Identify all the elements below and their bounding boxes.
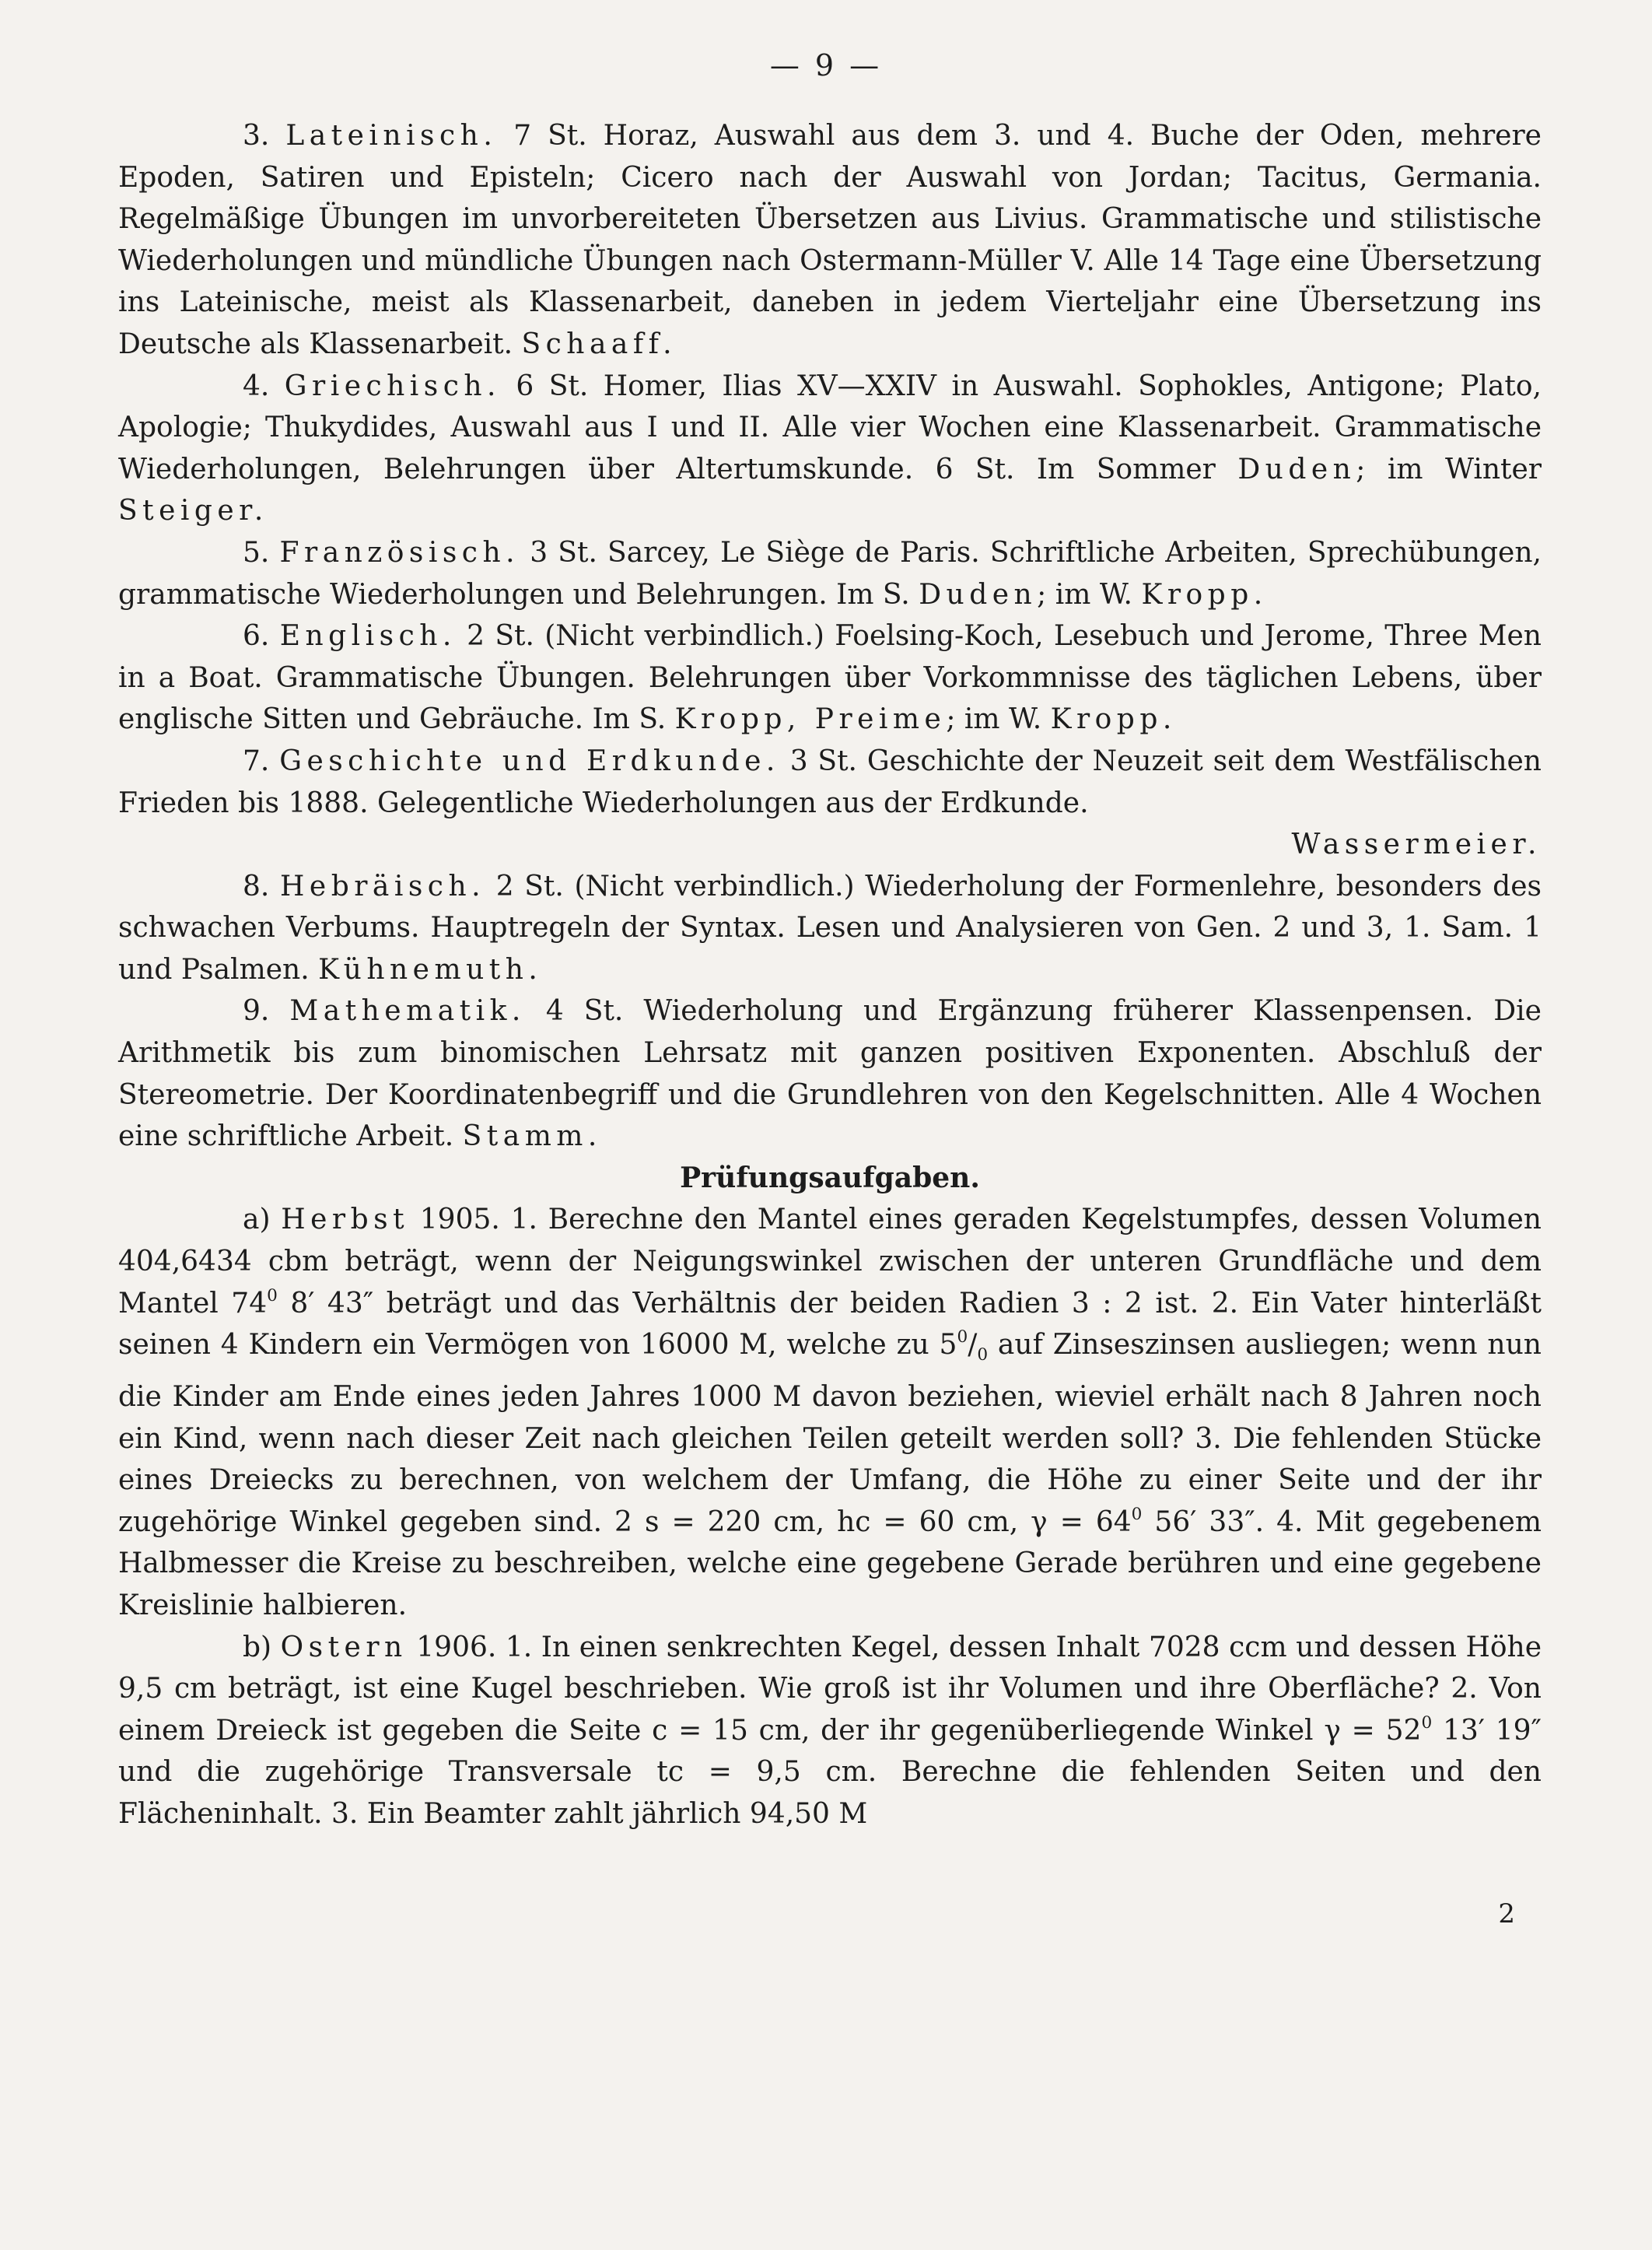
exam-autumn-1905 <box>118 1199 1542 1626</box>
subject-number: 4. <box>243 370 270 402</box>
subject-text: ; im Winter <box>1356 453 1542 485</box>
subject-name: Lateinisch. <box>285 120 498 152</box>
exam-label: a) <box>243 1204 271 1236</box>
subject-hebrew <box>118 866 1542 991</box>
subject-text: ; im W. <box>1037 578 1132 611</box>
exam-year: 1906. <box>416 1631 497 1663</box>
superscript: 0 <box>957 1327 968 1348</box>
teacher-name: Kühnemuth. <box>318 953 543 986</box>
subject-text: 3 St. Geschichte der Neuzeit seit dem Westfälischen Frieden bis 1888. Gelegentliche Wiederholungen aus der Erdkunde. <box>118 745 1542 819</box>
exam-text: / <box>968 1329 978 1362</box>
subject-name: Geschichte und Erdkunde. <box>279 745 780 777</box>
exam-text: auf Zinseszinsen ausliegen; wenn nun die Kinder am Ende eines jeden Jahres 1000 M davon beziehen, wieviel erhält nach 8 Jahren noch ein Kind, wenn nach dieser Zeit nach gleichen Teilen geteilt werden soll? 3. Die fehlenden Stücke eines Dreiecks zu berechnen, von welchem der Umfang, die Höhe zu einer Seite und der ihr zugehörige Winkel gegeben sind. 2 s = 220 cm, hc = 60 cm, γ = 64 <box>118 1329 1542 1538</box>
teacher-name: Wassermeier. <box>1291 829 1542 861</box>
teacher-name: Kropp. <box>1050 703 1177 736</box>
subject-number: 9. <box>243 995 270 1028</box>
subject-name: Griechisch. <box>284 370 501 402</box>
subject-french <box>118 532 1542 615</box>
subject-number: 7. <box>243 745 270 777</box>
subject-text: 7 St. Horaz, Auswahl aus dem 3. und 4. Buche der Oden, mehrere Epoden, Satiren und Episteln; Cicero nach der Auswahl von Jordan; Tacitus, Germania. Regelmäßige Übungen im unvorbereiteten Übersetzen aus Livius. Grammatische und stilistische Wiederholungen und mündliche Übungen nach Ostermann-Müller V. Alle 14 Tage eine Übersetzung ins Lateinische, meist als Klassenarbeit, daneben in jedem Vierteljahr eine Übersetzung ins Deutsche als Klassenarbeit. <box>118 120 1542 360</box>
subject-text: 4 St. Wiederholung und Ergänzung früherer Klassenpensen. Die Arithmetik bis zum binomischen Lehrsatz mit ganzen positiven Exponenten. Abschluß der Stereometrie. Der Koordinatenbegriff und die Grundlehren von den Kegelschnitten. Alle 4 Wochen eine schriftliche Arbeit. <box>118 995 1542 1153</box>
subject-name: Englisch. <box>279 620 457 653</box>
subject-name: Hebräisch. <box>280 870 486 902</box>
subject-text: 6 St. Homer, Ilias XV—XXIV in Auswahl. Sophokles, Antigone; Plato, Apologie; Thukydides, Auswahl aus I und II. Alle vier Wochen eine Klassenarbeit. Grammatische Wiederholungen, Belehrungen über Altertumskunde. 6 St. Im Sommer <box>118 370 1542 485</box>
page-number: — 9 — <box>769 48 883 82</box>
exam-text: 56′ 33″. 4. Mit gegebenem Halbmesser die Kreise zu beschreiben, welche eine gegebene Gerade berühren und eine gegebene Kreislinie halbieren. <box>118 1505 1542 1621</box>
exam-year: 1905. <box>419 1204 500 1236</box>
exam-text: 1. Berechne den Mantel eines geraden Kegelstumpfes, dessen Volumen 404,6434 cbm beträgt, wenn der Neigungswinkel zwischen der unteren Grundfläche und dem Mantel 74 <box>118 1204 1542 1320</box>
subject-name: Französisch. <box>279 536 520 569</box>
teacher-name: Kropp. <box>1141 578 1268 611</box>
exam-text: 13′ 19″ und die zugehörige Transversale tc = 9,5 cm. Berechne die fehlenden Seiten und den Flächeninhalt. 3. Ein Beamter zahlt jährlich 94,50 M <box>118 1714 1542 1830</box>
exam-term: Ostern <box>280 1631 408 1663</box>
teacher-name: Schaaff. <box>521 328 677 360</box>
superscript: 0 <box>1421 1712 1433 1733</box>
teacher-name: Duden <box>1237 453 1356 485</box>
subject-text: 2 St. (Nicht verbindlich.) Wiederholung der Formenlehre, besonders des schwachen Verbums. Hauptregeln der Syntax. Lesen und Analysieren von Gen. 2 und 3, 1. Sam. 1 und Psalmen. <box>118 870 1542 986</box>
subscript: 0 <box>977 1345 989 1365</box>
exam-term: Herbst <box>281 1204 410 1236</box>
teacher-name: Steiger. <box>118 495 268 527</box>
subject-history <box>118 741 1542 824</box>
exam-label: b) <box>243 1631 272 1663</box>
sheet-number: 2 <box>1498 1898 1515 1929</box>
subject-number: 5. <box>243 536 270 569</box>
subject-english <box>118 615 1542 741</box>
subject-greek <box>118 366 1542 532</box>
subject-number: 8. <box>243 870 270 902</box>
page-body <box>118 115 1542 1835</box>
teacher-name: Stamm. <box>462 1120 602 1153</box>
exam-text: 1. In einen senkrechten Kegel, dessen Inhalt 7028 ccm und dessen Höhe 9,5 cm beträgt, ist eine Kugel beschrieben. Wie groß ist ihr Volumen und ihre Oberfläche? 2. Von einem Dreieck ist gegeben die Seite c = 15 cm, der ihr gegenüberliegende Winkel γ = 52 <box>118 1631 1542 1747</box>
teacher-name: Kropp, Preime <box>674 703 947 736</box>
subject-number: 6. <box>243 620 270 653</box>
subject-text: 2 St. (Nicht verbindlich.) Foelsing-Koch, Lesebuch und Jerome, Three Men in a Boat. Grammatische Übungen. Belehrungen über Vorkommnisse des täglichen Lebens, über englische Sitten und Gebräuche. Im S. <box>118 620 1542 736</box>
section-heading: Prüfungsaufgaben. <box>680 1161 980 1194</box>
subject-latin <box>118 115 1542 366</box>
teacher-name: Duden <box>919 578 1038 611</box>
subject-text: ; im W. <box>946 703 1042 736</box>
teacher-line <box>118 824 1542 866</box>
exam-easter-1906 <box>118 1627 1542 1835</box>
subject-name: Mathematik. <box>289 995 526 1028</box>
superscript: 0 <box>267 1285 278 1305</box>
subject-number: 3. <box>243 120 270 152</box>
subject-mathematics <box>118 990 1542 1157</box>
exam-text: 8′ 43″ beträgt und das Verhältnis der beiden Radien 3 : 2 ist. 2. Ein Vater hinterläßt seinen 4 Kindern ein Vermögen von 16000 M, welche zu 5 <box>118 1287 1542 1362</box>
superscript: 0 <box>1131 1504 1143 1524</box>
subject-text: 3 St. Sarcey, Le Siège de Paris. Schriftliche Arbeiten, Sprechübungen, grammatische Wiederholungen und Belehrungen. Im S. <box>118 536 1542 611</box>
